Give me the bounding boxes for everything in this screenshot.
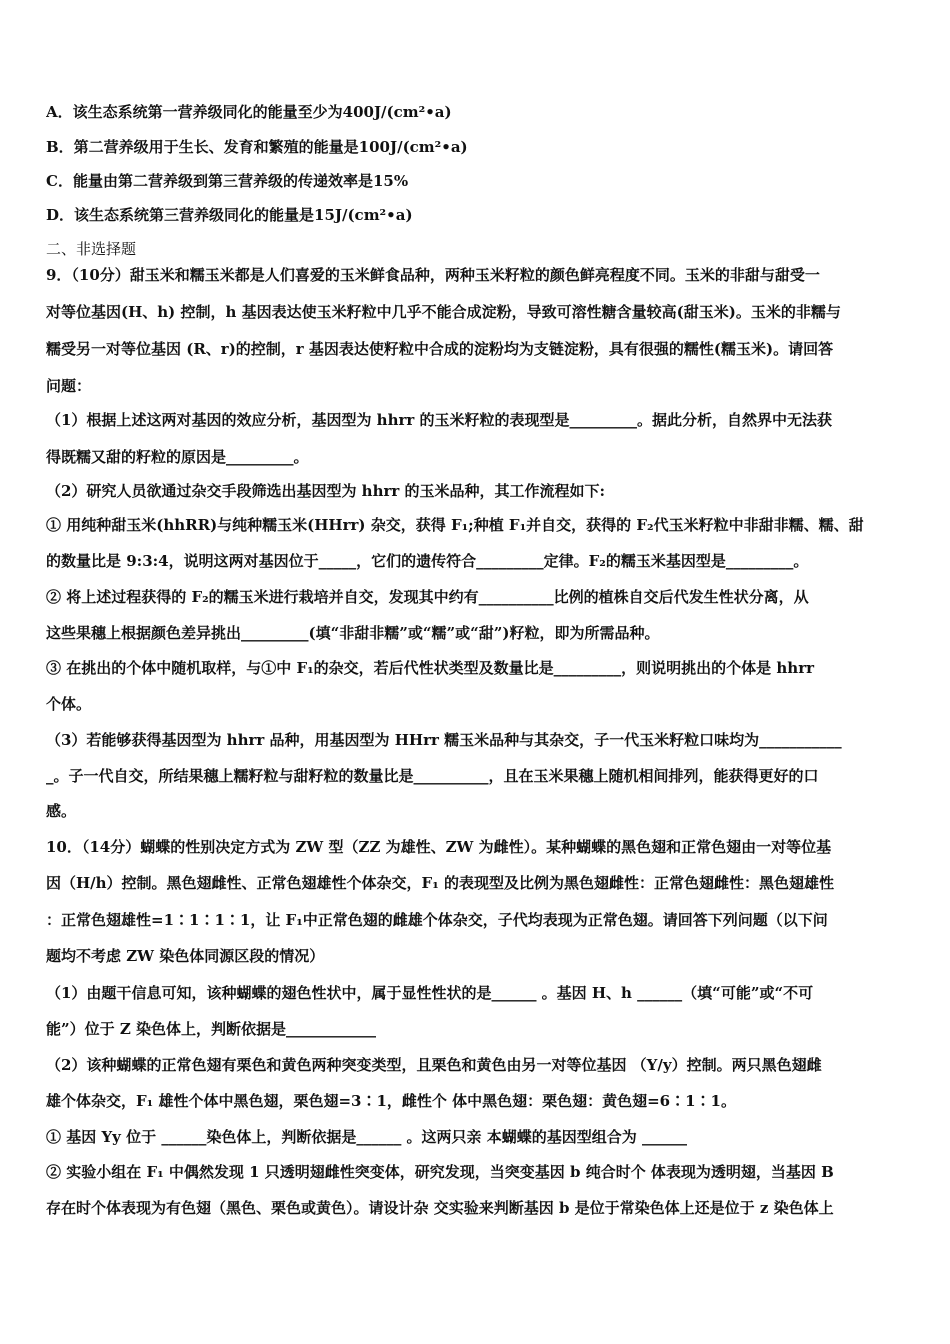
q9-part3-line-3: 感。 <box>46 802 77 820</box>
q9-stem-line-3: 糯受另一对等位基因 (R、r)的控制，r 基因表达使籽粒中合成的淀粉均为支链淀粉，具有很强的糯性(糯玉米)。请回答 <box>46 340 834 358</box>
q9-stem-line-4: 问题： <box>46 377 92 395</box>
q9-step3-line-2: 个体。 <box>46 695 92 713</box>
q10-stem-line-1: 10．（14分）蝴蝶的性别决定方式为 ZW 型（ZZ 为雄性、ZW 为雌性）。某种蝴蝶的黑色翅和正常色翅由一对等位基 <box>46 838 832 856</box>
q9-part3-line-2: _。子一代自交，所结果穗上糯籽粒与甜籽粒的数量比是__________，且在玉米果穗上随机相间排列，能获得更好的口 <box>46 767 819 785</box>
q9-step1-line-2: 的数量比是 9:3:4，说明这两对基因位于_____，它们的遗传符合_________定律。F₂的糯玉米基因型是_________。 <box>46 552 809 570</box>
q10-stem-line-4: 题均不考虑 ZW 染色体同源区段的情况） <box>46 947 325 965</box>
option-c: C．能量由第二营养级到第三营养级的传递效率是15% <box>46 172 409 190</box>
q10-part2-line-2: 雄个体杂交，F₁ 雄性个体中黑色翅，栗色翅=3∶1，雌性个 体中黑色翅：栗色翅：黄色翅=6∶1∶1。 <box>46 1092 736 1110</box>
q9-stem-line-2: 对等位基因(H、h) 控制，h 基因表达使玉米籽粒中几乎不能合成淀粉，导致可溶性糖含量较高(甜玉米)。玉米的非糯与 <box>46 303 841 321</box>
q9-part3-line-1: （3）若能够获得基因型为 hhrr 品种，用基因型为 HHrr 糯玉米品种与其杂交，子一代玉米籽粒口味均为___________ <box>46 731 842 749</box>
q10-stem-line-2: 因（H/h）控制。黑色翅雌性、正常色翅雄性个体杂交，F₁ 的表现型及比例为黑色翅雌性：正常色翅雌性：黑色翅雄性 <box>46 874 835 892</box>
q10-step2-line-1: ② 实验小组在 F₁ 中偶然发现 1 只透明翅雌性突变体，研究发现，当突变基因 b 纯合时个 体表现为透明翅，当基因 B <box>46 1163 834 1181</box>
q9-part2: （2）研究人员欲通过杂交手段筛选出基因型为 hhrr 的玉米品种，其工作流程如下: <box>46 482 606 500</box>
q9-step2-line-2: 这些果穗上根据颜色差异挑出_________(填“非甜非糯”或“糯”或“甜”)籽粒，即为所需品种。 <box>46 624 660 642</box>
q9-step2-line-1: ② 将上述过程获得的 F₂的糯玉米进行栽培并自交，发现其中约有__________比例的植株自交后代发生性状分离，从 <box>46 588 809 606</box>
q10-part1-line-2: 能”）位于 Z 染色体上，判断依据是____________ <box>46 1020 377 1038</box>
q9-step3-line-1: ③ 在挑出的个体中随机取样，与①中 F₁的杂交，若后代性状类型及数量比是_________，则说明挑出的个体是 hhrr <box>46 659 815 677</box>
option-a: A．该生态系统第一营养级同化的能量至少为400J/(cm²•a) <box>46 103 452 121</box>
option-b: B．第二营养级用于生长、发育和繁殖的能量是100J/(cm²•a) <box>46 138 468 156</box>
q9-stem-line-1: 9．（10分）甜玉米和糯玉米都是人们喜爱的玉米鲜食品种，两种玉米籽粒的颜色鲜亮程度不同。玉米的非甜与甜受一 <box>46 266 820 284</box>
q10-part2-line-1: （2）该种蝴蝶的正常色翅有栗色和黄色两种突变类型，且栗色和黄色由另一对等位基因 （Y/y）控制。两只黑色翅雌 <box>46 1056 822 1074</box>
section-title: 二、非选择题 <box>46 240 137 258</box>
q10-part1-line-1: （1）由题干信息可知，该种蝴蝶的翅色性状中，属于显性性状的是______ 。基因 H、h ______（填“可能”或“不可 <box>46 984 814 1002</box>
q10-step2-line-2: 存在时个体表现为有色翅（黑色、栗色或黄色）。请设计杂 交实验来判断基因 b 是位于常染色体上还是位于 z 染色体上 <box>46 1199 834 1217</box>
q10-stem-line-3: ：正常色翅雄性=1∶1∶1∶1，让 F₁中正常色翅的雌雄个体杂交，子代均表现为正常色翅。请回答下列问题（以下问 <box>46 911 828 929</box>
q9-step1-line-1: ① 用纯种甜玉米(hhRR)与纯种糯玉米(HHrr) 杂交，获得 F₁;种植 F₁并自交，获得的 F₂代玉米籽粒中非甜非糯、糯、甜 <box>46 516 864 534</box>
q9-part1-line-1: （1）根据上述这两对基因的效应分析，基因型为 hhrr 的玉米籽粒的表现型是_________。据此分析，自然界中无法获 <box>46 411 833 429</box>
q10-step1: ① 基因 Yy 位于 ______染色体上，判断依据是______ 。这两只亲 本蝴蝶的基因型组合为 ______ <box>46 1128 687 1146</box>
option-d: D．该生态系统第三营养级同化的能量是15J/(cm²•a) <box>46 206 413 224</box>
q9-part1-line-2: 得既糯又甜的籽粒的原因是_________。 <box>46 448 309 466</box>
